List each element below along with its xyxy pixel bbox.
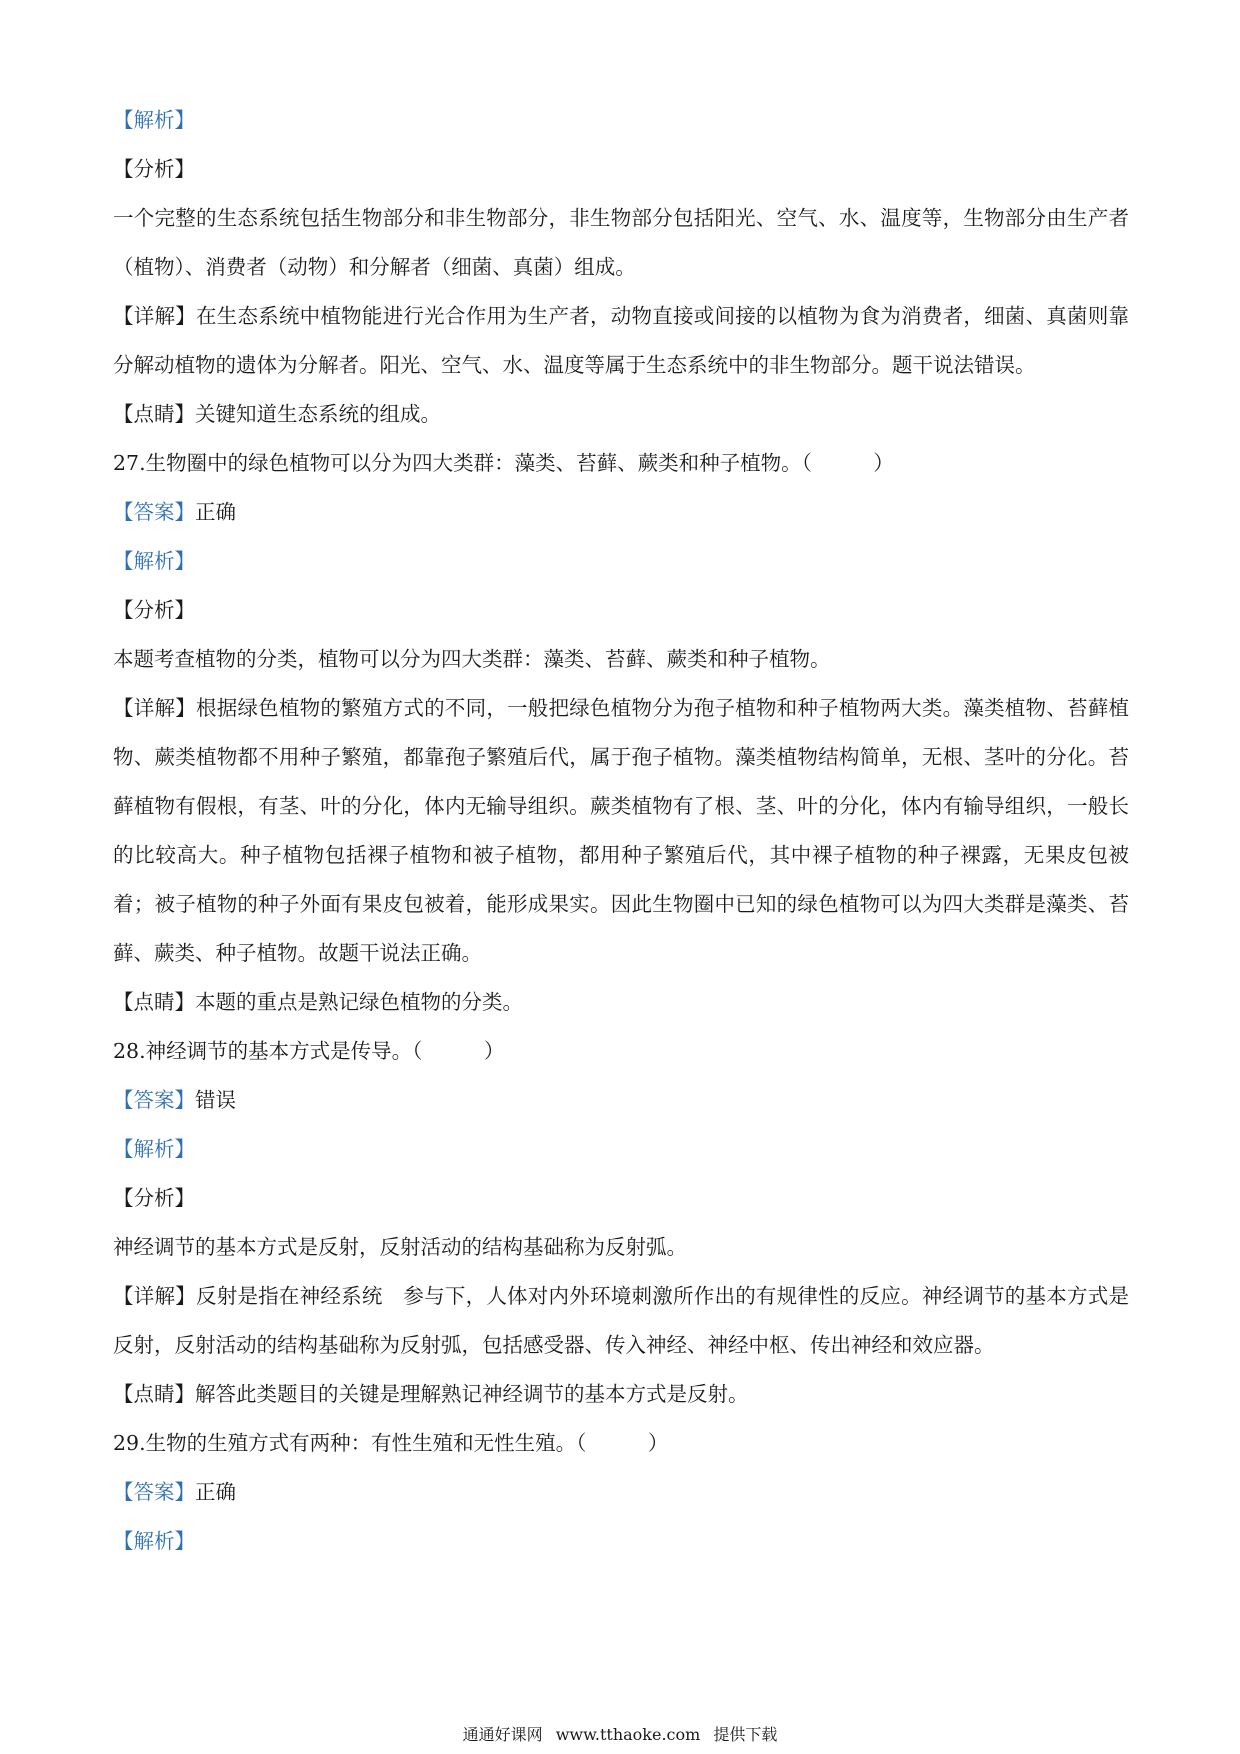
document-page	[113, 96, 1129, 1566]
key-point-text: 关键知道生态系统的组成。	[195, 402, 441, 426]
answer-28	[113, 1076, 1129, 1125]
answer-tag: 【答案】	[113, 1088, 195, 1112]
key-point-paragraph	[113, 1370, 1129, 1419]
detail-paragraph	[113, 292, 1129, 390]
key-point-tag: 【点睛】	[113, 402, 195, 426]
detail-tag: 【详解】	[113, 1284, 196, 1308]
fenxi-paragraph: 一个完整的生态系统包括生物部分和非生物部分，非生物部分包括阳光、空气、水、温度等，生物部分由生产者（植物）、消费者（动物）和分解者（细菌、真菌）组成。	[113, 206, 1129, 279]
key-point-paragraph	[113, 978, 1129, 1027]
answer-text: 错误	[195, 1088, 236, 1112]
answer-29	[113, 1468, 1129, 1517]
footer-url[interactable]: www.tthaoke.com	[555, 1725, 701, 1744]
fenxi-paragraph: 本题考查植物的分类，植物可以分为四大类群：藻类、苔藓、蕨类和种子植物。	[113, 647, 831, 671]
answer-text: 正确	[195, 1480, 236, 1504]
fenxi-tag: 【分析】	[113, 157, 195, 181]
analysis-tag: 【解析】	[113, 108, 195, 132]
page-footer	[0, 1722, 1240, 1745]
fenxi-paragraph: 神经调节的基本方式是反射，反射活动的结构基础称为反射弧。	[113, 1235, 687, 1259]
analysis-tag: 【解析】	[113, 549, 195, 573]
detail-paragraph	[113, 684, 1129, 978]
detail-text: 根据绿色植物的繁殖方式的不同，一般把绿色植物分为孢子植物和种子植物两大类。藻类植物、苔藓植物、蕨类植物都不用种子繁殖，都靠孢子繁殖后代，属于孢子植物。藻类植物结构简单，无根、茎叶的分化。苔藓植物有假根，有茎、叶的分化，体内无输导组织。蕨类植物有了根、茎、叶的分化，体内有输导组织，一般长的比较高大。种子植物包括裸子植物和被子植物，都用种子繁殖后代，其中裸子植物的种子裸露，无果皮包被着；被子植物的种子外面有果皮包被着，能形成果实。因此生物圈中已知的绿色植物可以为四大类群是藻类、苔藓、蕨类、种子植物。故题干说法正确。	[113, 696, 1130, 965]
detail-tag: 【详解】	[113, 304, 196, 328]
fenxi-tag: 【分析】	[113, 1186, 195, 1210]
answer-tag: 【答案】	[113, 500, 195, 524]
key-point-text: 解答此类题目的关键是理解熟记神经调节的基本方式是反射。	[195, 1382, 749, 1406]
key-point-tag: 【点睛】	[113, 1382, 195, 1406]
footer-site-name: 通通好课网	[462, 1725, 543, 1744]
answer-tag: 【答案】	[113, 1480, 195, 1504]
analysis-tag: 【解析】	[113, 1137, 195, 1161]
detail-text: 反射是指在神经系统 参与下，人体对内外环境刺激所作出的有规律性的反应。神经调节的基本方式是反射，反射活动的结构基础称为反射弧，包括感受器、传入神经、神经中枢、传出神经和效应器。	[113, 1284, 1130, 1357]
question-27: 27.生物圈中的绿色植物可以分为四大类群：藻类、苔藓、蕨类和种子植物。（ ）	[113, 451, 894, 475]
detail-text: 在生态系统中植物能进行光合作用为生产者，动物直接或间接的以植物为食为消费者，细菌、真菌则靠分解动植物的遗体为分解者。阳光、空气、水、温度等属于生态系统中的非生物部分。题干说法错误。	[113, 304, 1130, 377]
footer-note: 提供下载	[713, 1725, 778, 1744]
key-point-paragraph	[113, 390, 1129, 439]
fenxi-tag: 【分析】	[113, 598, 195, 622]
detail-paragraph	[113, 1272, 1129, 1370]
question-28: 28.神经调节的基本方式是传导。（ ）	[113, 1039, 505, 1063]
answer-text: 正确	[195, 500, 236, 524]
key-point-tag: 【点睛】	[113, 990, 195, 1014]
detail-tag: 【详解】	[113, 696, 196, 720]
question-29: 29.生物的生殖方式有两种：有性生殖和无性生殖。（ ）	[113, 1431, 669, 1455]
answer-27	[113, 488, 1129, 537]
analysis-tag: 【解析】	[113, 1529, 195, 1553]
key-point-text: 本题的重点是熟记绿色植物的分类。	[195, 990, 523, 1014]
